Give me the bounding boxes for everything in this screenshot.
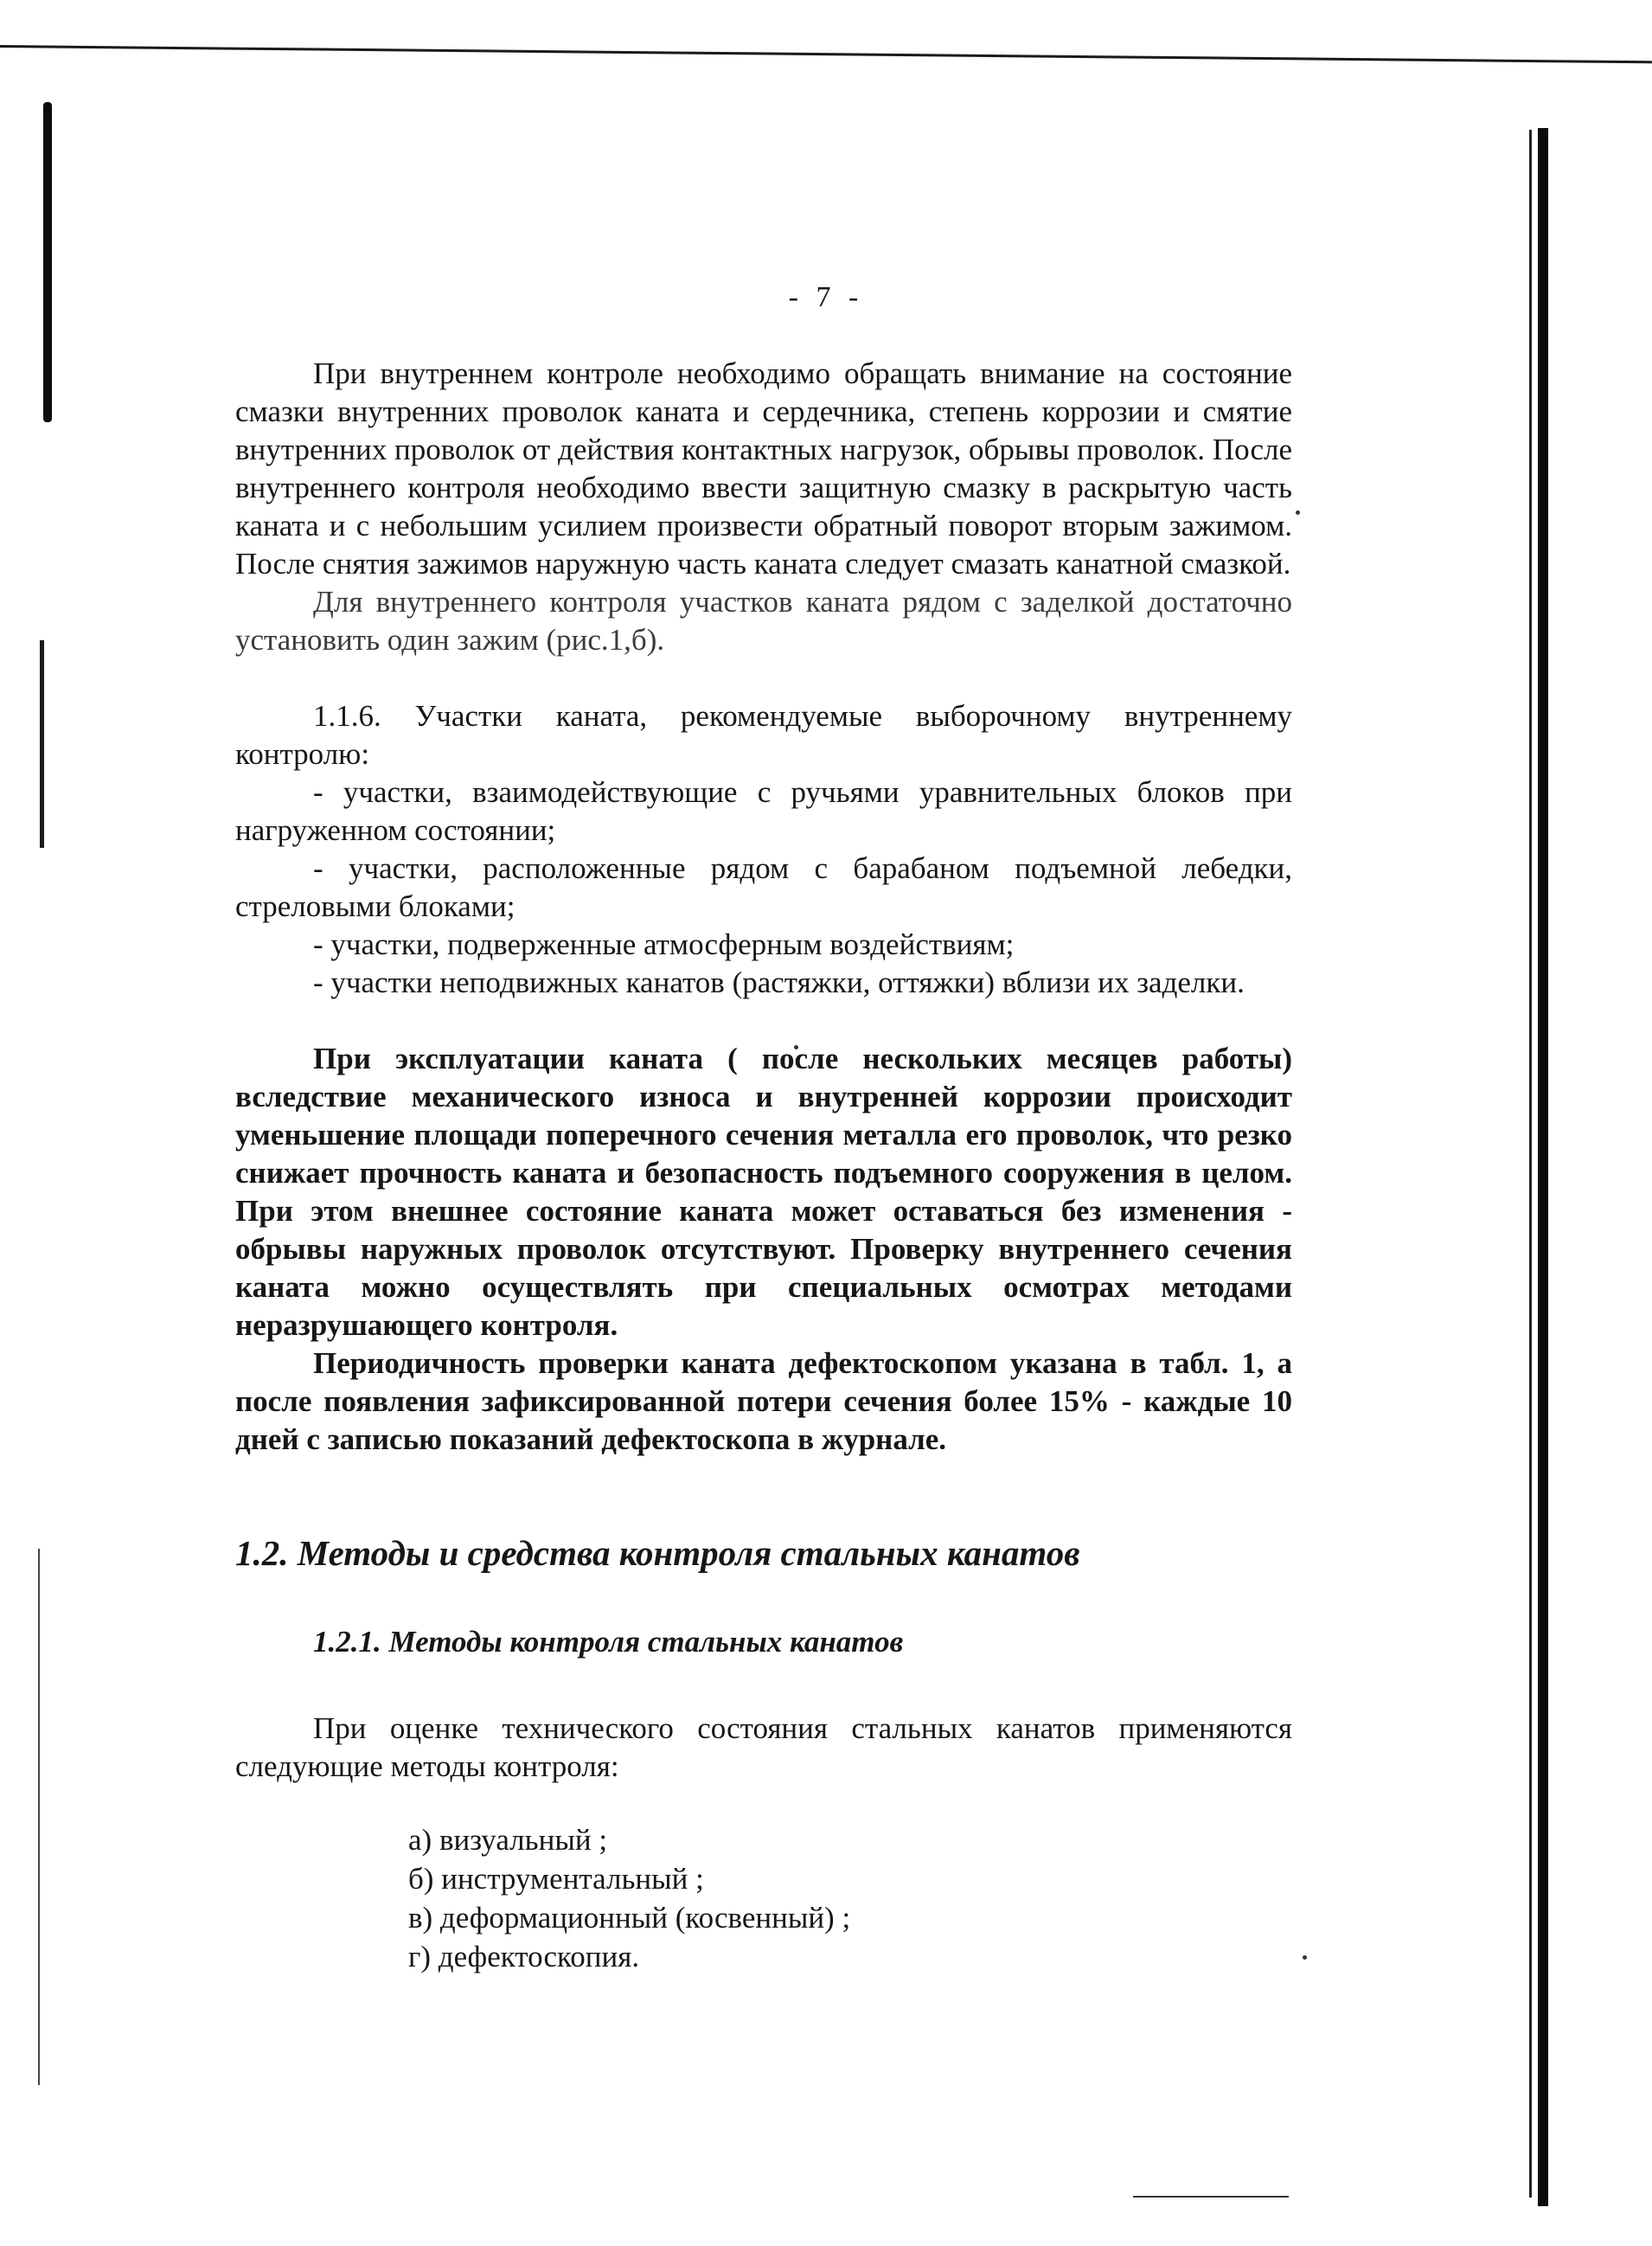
list-item-area: - участки, взаимодействующие с ручьями уравнительных блоков при нагруженном состоянии;	[235, 775, 1292, 847]
list-item-area: - участки неподвижных канатов (растяжки, оттяжки) вблизи их заделки.	[313, 966, 1245, 999]
list-item-area: - участки, подверженные атмосферным воздействиям;	[313, 927, 1015, 961]
section-heading: 1.2. Методы и средства контроля стальных канатов	[235, 1533, 1080, 1573]
list-item-method: б) инструментальный ;	[408, 1862, 704, 1896]
scan-edge-line	[0, 45, 1652, 63]
scan-right-border-inner	[1529, 130, 1532, 2198]
methods-list	[408, 1820, 1292, 1976]
paragraph-methods-intro: При оценке технического состояния стальных канатов применяются следующие методы контроля:	[235, 1711, 1292, 1783]
list-item-area: - участки, расположенные рядом с барабаном подъемной лебедки, стреловыми блоками;	[235, 851, 1292, 923]
scan-left-binding-mark	[43, 102, 52, 422]
paragraph-operation: При эксплуатации каната ( после нескольких месяцев работы) вследствие механического износа и внутренней коррозии происходит уменьшение площади поперечного сечения металла его проволок, что резко снижает прочность каната и безопасность подъемного сооружения в целом. При этом внешнее состояние каната может оставаться без изменения - обрывы наружных проволок отсутствуют. Проверку внутреннего сечения каната можно осуществлять при специальных осмотрах методами неразрушающего контроля.	[235, 1042, 1292, 1342]
list-item-method: а) визуальный ;	[408, 1823, 608, 1857]
scan-left-edge	[38, 1549, 40, 2085]
page-number: - 7 -	[788, 281, 864, 313]
scan-speck	[1296, 510, 1300, 515]
list-item-method: г) дефектоскопия.	[408, 1940, 640, 1973]
paragraph-section-116: 1.1.6. Участки каната, рекомендуемые выборочному внутреннему контролю:	[235, 699, 1292, 771]
scan-left-binding-mark	[40, 640, 44, 848]
scan-speck	[1303, 1955, 1307, 1960]
paragraph-internal-control: При внутреннем контроле необходимо обращать внимание на состояние смазки внутренних проволок каната и сердечника, степень коррозии и смятие внутренних проволок от действия контактных нагрузок, обрывы проволок. После внутреннего контроля необходимо ввести защитную смазку в раскрытую часть каната и с небольшим усилием произвести обратный поворот вторым зажимом. После снятия зажимов наружную часть каната следует смазать канатной смазкой.	[235, 356, 1292, 581]
paragraph-near-fixing: Для внутреннего контроля участков каната рядом с заделкой достаточно установить один зажим (рис.1,б).	[235, 585, 1292, 657]
paragraph-periodicity: Периодичность проверки каната дефектоскопом указана в табл. 1, а после появления зафиксированной потери сечения более 15% - каждые 10 дней с записью показаний дефектоскопа в журнале.	[235, 1346, 1292, 1456]
subsection-heading: 1.2.1. Методы контроля стальных канатов	[313, 1625, 904, 1659]
scan-bottom-mark	[1133, 2196, 1289, 2198]
page-content	[235, 355, 1292, 1976]
scan-right-border	[1538, 128, 1548, 2206]
list-item-method: в) деформационный (косвенный) ;	[408, 1901, 851, 1935]
